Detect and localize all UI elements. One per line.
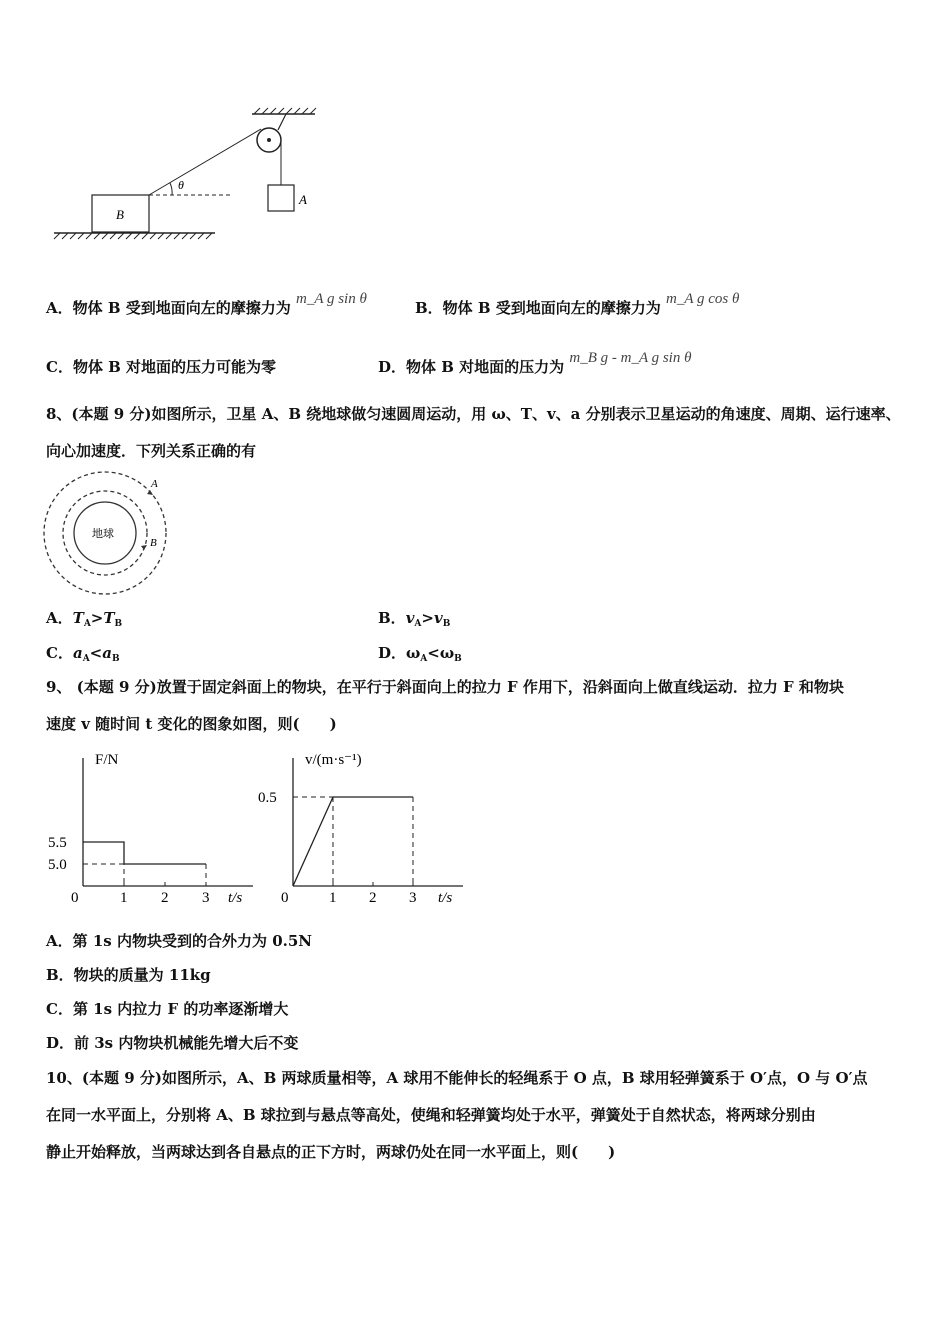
label-b: B (116, 207, 124, 222)
orbit-label-b: B (150, 537, 157, 549)
y-axis-label: v/(m·s⁻¹) (305, 752, 362, 768)
x-tick-label: 1 (329, 890, 337, 906)
q10-stem-line2: 在同一水平面上，分别将 A、B 球拉到与悬点等高处，使绳和轻弹簧均处于水平，弹簧处于自然状态，将两球分别由 (46, 1106, 816, 1124)
pulley-diagram (40, 100, 340, 250)
x-tick-label: 3 (202, 890, 210, 906)
orbit-diagram (40, 468, 175, 603)
x-tick-label: 2 (369, 890, 377, 906)
q9-option-c: C．第 1s 内拉力 F 的功率逐渐增大 (46, 1000, 289, 1018)
series-line (83, 842, 206, 864)
q8-option-c: C．$a_A<a_B$ (46, 644, 120, 664)
q9-stem-line2: 速度 v 随时间 t 变化的图象如图，则( ) (46, 715, 337, 733)
label-a: A (299, 192, 307, 207)
q10-stem-line3: 静止开始释放，当两球达到各自悬点的正下方时，两球仍处在同一水平面上，则( ) (46, 1143, 616, 1161)
force-time-chart (40, 740, 255, 910)
q10-stem-line1: 10、(本题 9 分)如图所示，A、B 两球质量相等，A 球用不能伸长的轻绳系于 O 点，B 球用轻弹簧系于 O′点，O 与 O′点 (46, 1069, 868, 1087)
y-tick-label: 5.0 (48, 857, 67, 873)
q9-stem-line1: 9、 (本题 9 分)放置于固定斜面上的物块，在平行于斜面向上的拉力 F 作用下，沿斜面向上做直线运动．拉力 F 和物块 (46, 678, 844, 696)
x-axis-label: t/s (438, 890, 453, 906)
x-tick-label: 3 (409, 890, 417, 906)
x-tick-label: 0 (281, 890, 289, 906)
x-axis-label: t/s (228, 890, 243, 906)
q7-option-d-text: D．物体 B 对地面的压力为 (378, 358, 565, 376)
q8-option-d: D．$\omega_A<\omega_B$ (378, 644, 462, 664)
x-tick-label: 1 (120, 890, 128, 906)
q7-option-c: C．物体 B 对地面的压力可能为零 (46, 358, 277, 376)
y-axis-label: F/N (95, 752, 119, 768)
label-theta: θ (178, 178, 184, 192)
q7-option-a-text: A．物体 B 受到地面向左的摩擦力为 (46, 299, 291, 317)
series-line (293, 797, 413, 886)
q7-option-b-formula: m_A g cos θ (666, 291, 740, 307)
y-tick-label: 0.5 (258, 790, 277, 806)
q8-option-b: B．$v_A>v_B$ (378, 609, 451, 629)
block-a (268, 185, 294, 211)
q7-option-b-text: B．物体 B 受到地面向左的摩擦力为 (415, 299, 661, 317)
q9-option-b: B．物块的质量为 11kg (46, 966, 211, 984)
q9-option-d: D．前 3s 内物块机械能先增大后不变 (46, 1034, 299, 1052)
orbit-label-a: A (151, 478, 158, 490)
velocity-time-chart (255, 740, 470, 910)
x-tick-label: 2 (161, 890, 169, 906)
x-tick-label: 0 (71, 890, 79, 906)
q9-option-a: A．第 1s 内物块受到的合外力为 0.5N (46, 932, 312, 950)
q7-option-a-formula: m_A g sin θ (296, 291, 367, 307)
q8-stem-line2: 向心加速度．下列关系正确的有 (46, 442, 257, 460)
q8-option-a: A．$T_A>T_B$ (46, 609, 123, 629)
q8-stem-line1: 8、(本题 9 分)如图所示，卫星 A、B 绕地球做匀速圆周运动，用 ω、T、v、a 分别表示卫星运动的角速度、周期、运行速率、 (46, 405, 901, 423)
earth-label: 地球 (92, 528, 114, 540)
q7-option-d-formula: m_B g - m_A g sin θ (569, 350, 692, 366)
y-tick-label: 5.5 (48, 835, 67, 851)
